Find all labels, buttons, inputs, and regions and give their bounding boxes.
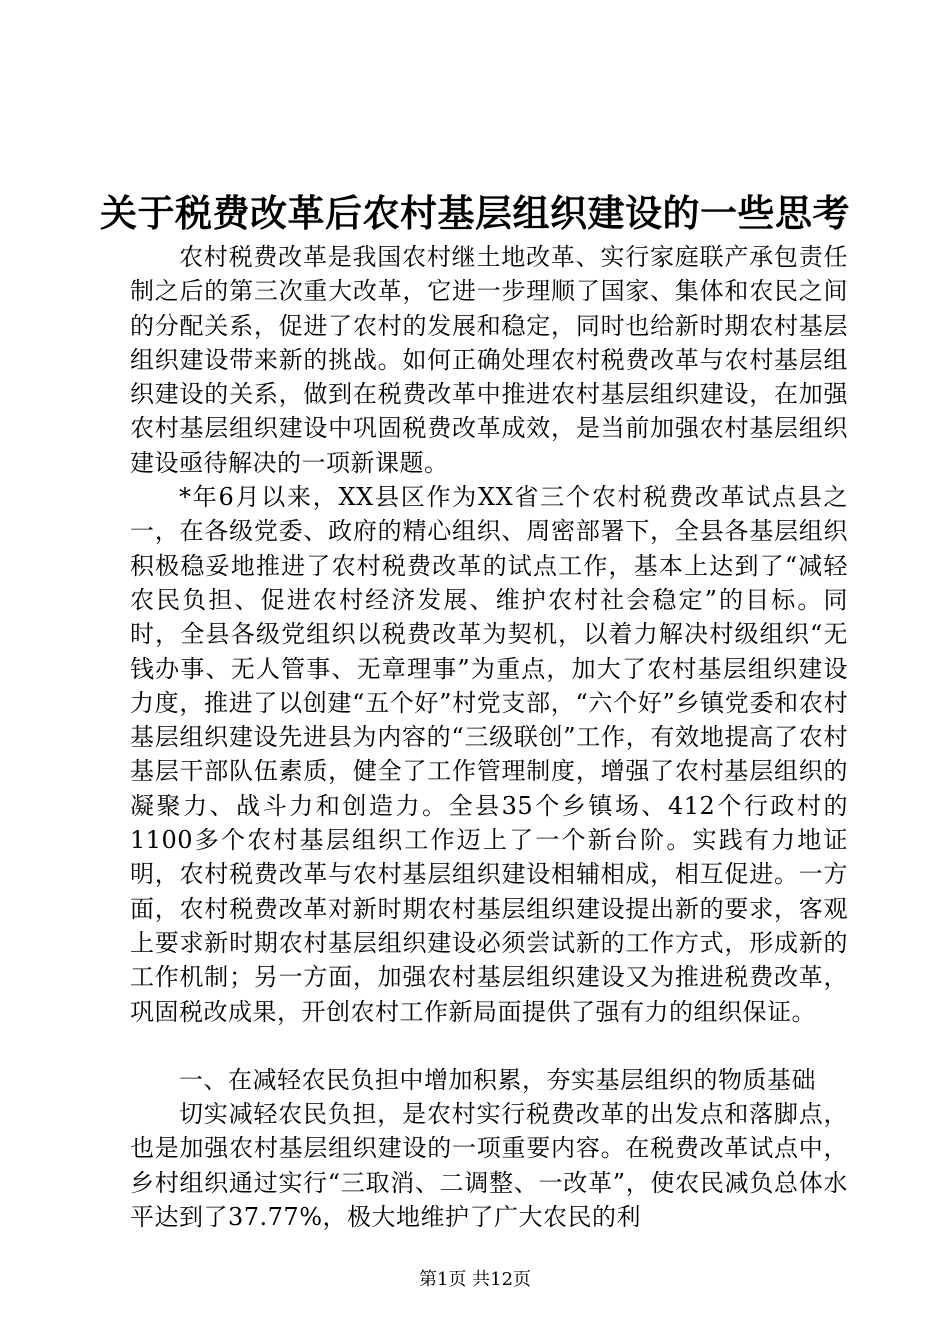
paragraph-background: *年6月以来，XX县区作为XX省三个农村税费改革试点县之一，在各级党委、政府的精心组织、周密部署下，全县各基层组织积极稳妥地推进了农村税费改革的试点工作，基本上达到了“减轻农民负担、促进农村经济发展、维护农村社会稳定”的目标。同时，全县各级党组织以税费改革为契机，以着力解决村级组织“无钱办事、无人管事、无章理事”为重点，加大了农村基层组织建设力度，推进了以创建“五个好”村党支部，“六个好”乡镇党委和农村基层组织建设先进县为内容的“三级联创”工作，有效地提高了农村基层干部队伍素质，健全了工作管理制度，增强了农村基层组织的凝聚力、战斗力和创造力。全县35个乡镇场、412个行政村的1100多个农村基层组织工作迈上了一个新台阶。实践有力地证明，农村税费改革与农村基层组织建设相辅相成，相互促进。一方面，农村税费改革对新时期农村基层组织建设提出新的要求，客观上要求新时期农村基层组织建设必须尝试新的工作方式，形成新的工作机制；另一方面，加强农村基层组织建设又为推进税费改革，巩固税改成果，开创农村工作新局面提供了强有力的组织保证。 <box>130 483 848 1026</box>
document-body <box>130 240 848 1234</box>
paragraph-intro: 农村税费改革是我国农村继土地改革、实行家庭联产承包责任制之后的第三次重大改革，它进一步理顺了国家、集体和农民之间的分配关系，促进了农村的发展和稳定，同时也给新时期农村基层组织建设带来新的挑战。如何正确处理农村税费改革与农村基层组织建设的关系，做到在税费改革中推进农村基层组织建设，在加强农村基层组织建设中巩固税费改革成效，是当前加强农村基层组织建设亟待解决的一项新课题。 <box>130 243 848 477</box>
paragraph-section-one: 切实减轻农民负担，是农村实行税费改革的出发点和落脚点，也是加强农村基层组织建设的一项重要内容。在税费改革试点中，乡村组织通过实行“三取消、二调整、一改革”，使农民减负总体水平达到了37.77%，极大地维护了广大农民的利 <box>130 1100 848 1232</box>
page-number-footer: 第1页 共12页 <box>418 1269 532 1290</box>
section-heading: 一、在减轻农民负担中增加积累，夯实基层组织的物质基础 <box>179 1065 816 1094</box>
document-title: 关于税费改革后农村基层组织建设的一些思考 <box>100 191 850 235</box>
